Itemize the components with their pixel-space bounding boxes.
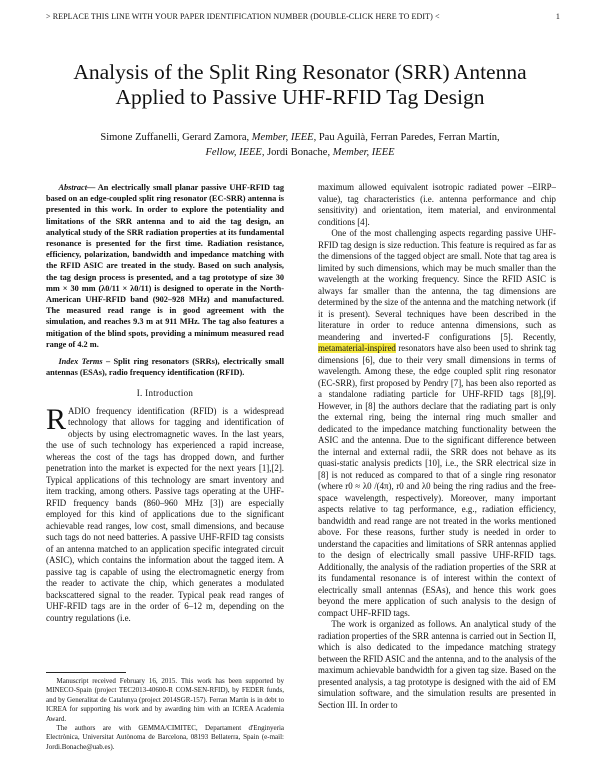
intro-paragraph-1-text: ADIO frequency identification (RFID) is a widespread technology that allows for tagging and identification of objects by using electromagnetic waves. In the last years, the use of such technology has experienced a rapid increase, whereas the cost of the tags has dropped down, and further penetration into the market is expected for the next years [1],[2]. Typical applications of this technology are smart inventory and item tracking, among others. Passive tags operating at the UHF-RFID frequency bands (860–960 MHz [3]) are especially employed for this kind of applications due to the significant achievable read ranges, low cost, small dimensions, and because such tags do not need batteries. A passive UHF-RFID tag consists of an antenna matched to an application specific integrated circuit (ASIC), which contains the information about the tagged item. A passive tag is capable of using the electromagnetic energy from the reader to activate the chip, which generates a modulated backscattered signal to the reader. Typical peak read ranges of UHF-RFID tags are in the order of 6–12 m, depending on the country regulations (i.e. xyxy=(46,405,284,623)
index-terms-label: Index Terms xyxy=(58,357,103,367)
right-column xyxy=(318,182,556,711)
page-number: 1 xyxy=(555,12,560,21)
header-text: > REPLACE THIS LINE WITH YOUR PAPER IDENTIFICATION NUMBER (DOUBLE-CLICK HERE TO EDIT) < xyxy=(46,12,440,21)
highlighted-term: metamaterial-inspired xyxy=(318,343,396,353)
index-terms xyxy=(46,356,284,378)
footnote-divider xyxy=(46,672,126,673)
drop-cap: R xyxy=(46,402,67,436)
left-column xyxy=(46,182,284,624)
title-line-1: Analysis of the Split Ring Resonator (SRR) Antenna xyxy=(73,60,527,84)
abstract-label: Abstract xyxy=(58,183,88,192)
section-heading-introduction: I. Introduction xyxy=(136,388,194,399)
author-names-1: Simone Zuffanelli, Gerard Zamora, xyxy=(100,132,252,143)
abstract xyxy=(46,182,284,350)
author-names-2: Pau Aguilà, Ferran Paredes, Ferran Martín, xyxy=(316,132,500,143)
abstract-text: — An electrically small planar passive UHF-RFID tag based on an edge-coupled split ring resonator (EC-SRR) antenna is presented in this work. In order to explore the potentiality and limitations of the SRR antenna and to aid the tag design, an analytical study of the SRR radiation properties at its fundamental resonance is presented for the first time. Radiation resistance, efficiency, polarization, bandwidth and impedance matching with the RFID ASIC are treated in the study. Based on such analysis, the tag design process is presented, and a tag prototype of size 30 mm × 30 mm (λ0/11 × λ0/11) is designed to operate in the North-American UHF-RFID band (902–928 MHz) and manufactured. The measured read range is in good agreement with the simulation, and reaches 9.3 m at 911 MHz. The tag also features a mitigation of the blind spots, providing a minimum measured read range of 4.2 m. xyxy=(46,183,284,349)
author-membership-1: Member, IEEE, xyxy=(251,132,317,143)
author-line-2 xyxy=(60,145,540,160)
paragraph-organization: The work is organized as follows. An analytical study of the radiation properties of the SRR antenna is carried out in Section II, which is also dedicated to the impedance matching strategy between the RFID ASIC and the antenna, and to the analysis of the maximum achievable bandwidth for a given tag size. Based on the presented analysis, a tag prototype is designed with the aid of EM simulation software, and the simulation results are presented in Section III. In order to xyxy=(318,619,556,710)
title-line-2: Applied to Passive UHF-RFID Tag Design xyxy=(115,85,485,109)
footnote xyxy=(46,672,284,752)
author-names-3: Jordi Bonache, xyxy=(264,147,333,158)
paragraph-size-reduction-text-b: resonators have also been used to shrink tag dimensions [6], due to their very small dimensions in terms of wavelength. Among these, the edge coupled split ring resonator (EC-SRR), first proposed by Pendry [7], has been also reported as a standalone radiating particle for UHF-RFID tags [8],[9]. However, in [8] the authors declare that the radiating part is only the external ring, being the internal ring much smaller and dedicated to the impedance matching functionality between the ASIC and the antenna. Due to the significant difference between the internal and external radii, the SRR does not behave as its quasi-static analysis predicts [10], i.e., the SRR electrical size in [8] is not reduced as compared to that of a single ring resonator (where r0 ≈ λ0 /(4π), r0 and λ0 being the ring radius and the free-space wavelength, respectively). Moreover, many important aspects relative to tag performance, e.g., radiation efficiency, bandwidth and read range are not treated in the works mentioned above. For these reasons, further study is needed in order to understand the capacities and limitations of SRR antennas applied to the design of electrically small passive UHF-RFID tags. Additionally, the analysis of the radiation properties of the SRR at its fundamental resonance is of interest within the context of electrically small antennas (ESAs), and hence this work goes beyond the mere application of such analysis to the design of compact UHF-RFID tags. xyxy=(318,343,556,618)
author-membership-3: Member, IEEE xyxy=(332,147,395,158)
page-header xyxy=(46,12,560,21)
footnote-affiliation: The authors are with GEMMA/CIMITEC, Departament d'Enginyeria Electrònica, Universitat Autònoma de Barcelona, 08193 Bellaterra, Spain (e-mail: Jordi.Bonache@uab.es). xyxy=(46,724,284,751)
author-list xyxy=(60,130,540,160)
paragraph-size-reduction-text-a: One of the most challenging aspects regarding passive UHF-RFID tag design is size reduction. This feature is required as far as the dimensions of the tagged object are small. Note that tag area is limited by such dimensions, which may be much smaller than the wavelength at the working frequency. Since the RFID ASIC is always far smaller than the antenna, the tag dimensions are determined by the size of the antenna and the matching network (if it is present). Several techniques have been described in the literature in order to reduce antenna dimensions, such as meandering and inverted-F configurations [5]. Recently, xyxy=(318,228,556,342)
intro-paragraph-1 xyxy=(46,402,284,625)
index-terms-text: – Split ring resonators (SRRs), electrically small antennas (ESAs), radio frequency identification (RFID). xyxy=(46,357,285,378)
author-membership-2: Fellow, IEEE, xyxy=(205,147,265,158)
footnote-manuscript: Manuscript received February 16, 2015. This work has been supported by MINECO-Spain (project TEC2013-40600-R COM-SEN-RFID), by FEDER funds, and by Generalitat de Catalunya (project 2014SGR-157). Ferran Martín is in debt to ICREA for supporting his work and by awarding him with an ICREA Academia Award. xyxy=(46,677,284,723)
author-line-1 xyxy=(60,130,540,145)
paragraph-size-reduction xyxy=(318,228,556,619)
continued-paragraph: maximum allowed equivalent isotropic radiated power –EIRP– value), tag characteristics (i.e. antenna performance and chip sensitivity) and orientation, item material, and environmental conditions [4]. xyxy=(318,182,556,227)
paper-title xyxy=(40,60,560,110)
